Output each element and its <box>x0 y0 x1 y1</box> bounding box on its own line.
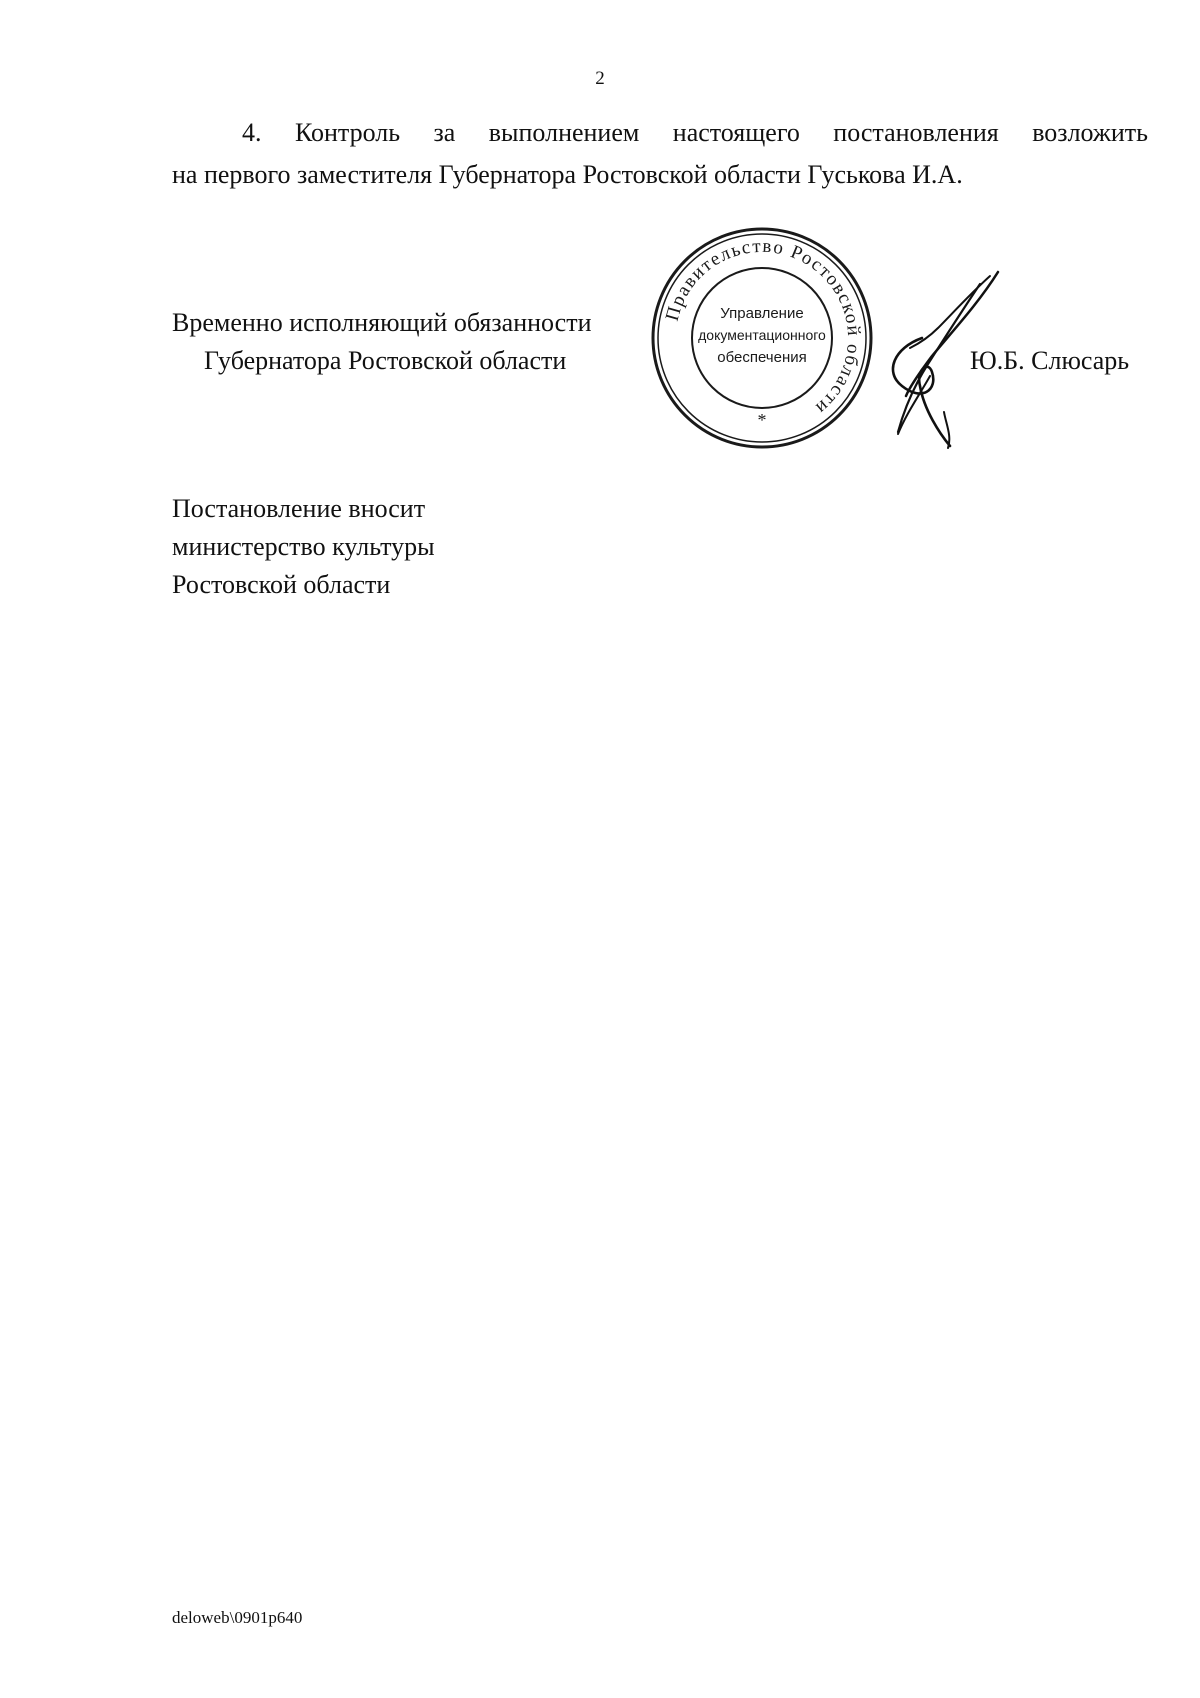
submitted-by-block <box>172 490 435 604</box>
control-paragraph <box>172 112 1148 196</box>
seal-star: * <box>757 410 767 430</box>
seal-inner-line-2: документационного <box>698 327 826 343</box>
signatory-title-line-1: Временно исполняющий обязанности <box>172 308 592 337</box>
official-seal-stamp <box>650 226 874 450</box>
seal-inner-line-3: обеспечения <box>717 349 807 366</box>
submitted-by-line-2: министерство культуры <box>172 532 435 561</box>
footer-document-code: deloweb\0901p640 <box>172 1608 303 1627</box>
paragraph-line-1: 4. Контроль за выполнением настоящего постановления возложить <box>242 118 1148 147</box>
signatory-title-line-2: Губернатора Ростовской области <box>204 346 567 375</box>
seal-inner-line-1: Управление <box>720 305 804 322</box>
submitted-by-line-3: Ростовской области <box>172 570 391 599</box>
submitted-by-line-1: Постановление вносит <box>172 494 426 523</box>
paragraph-line-2: на первого заместителя Губернатора Ростовской области Гуськова И.А. <box>172 160 963 189</box>
seal-outer-text: Правительство Ростовской области <box>661 235 865 420</box>
page-number: 2 <box>595 68 605 89</box>
signatory-title <box>172 304 592 380</box>
signer-name: Ю.Б. Слюсарь <box>970 346 1130 375</box>
